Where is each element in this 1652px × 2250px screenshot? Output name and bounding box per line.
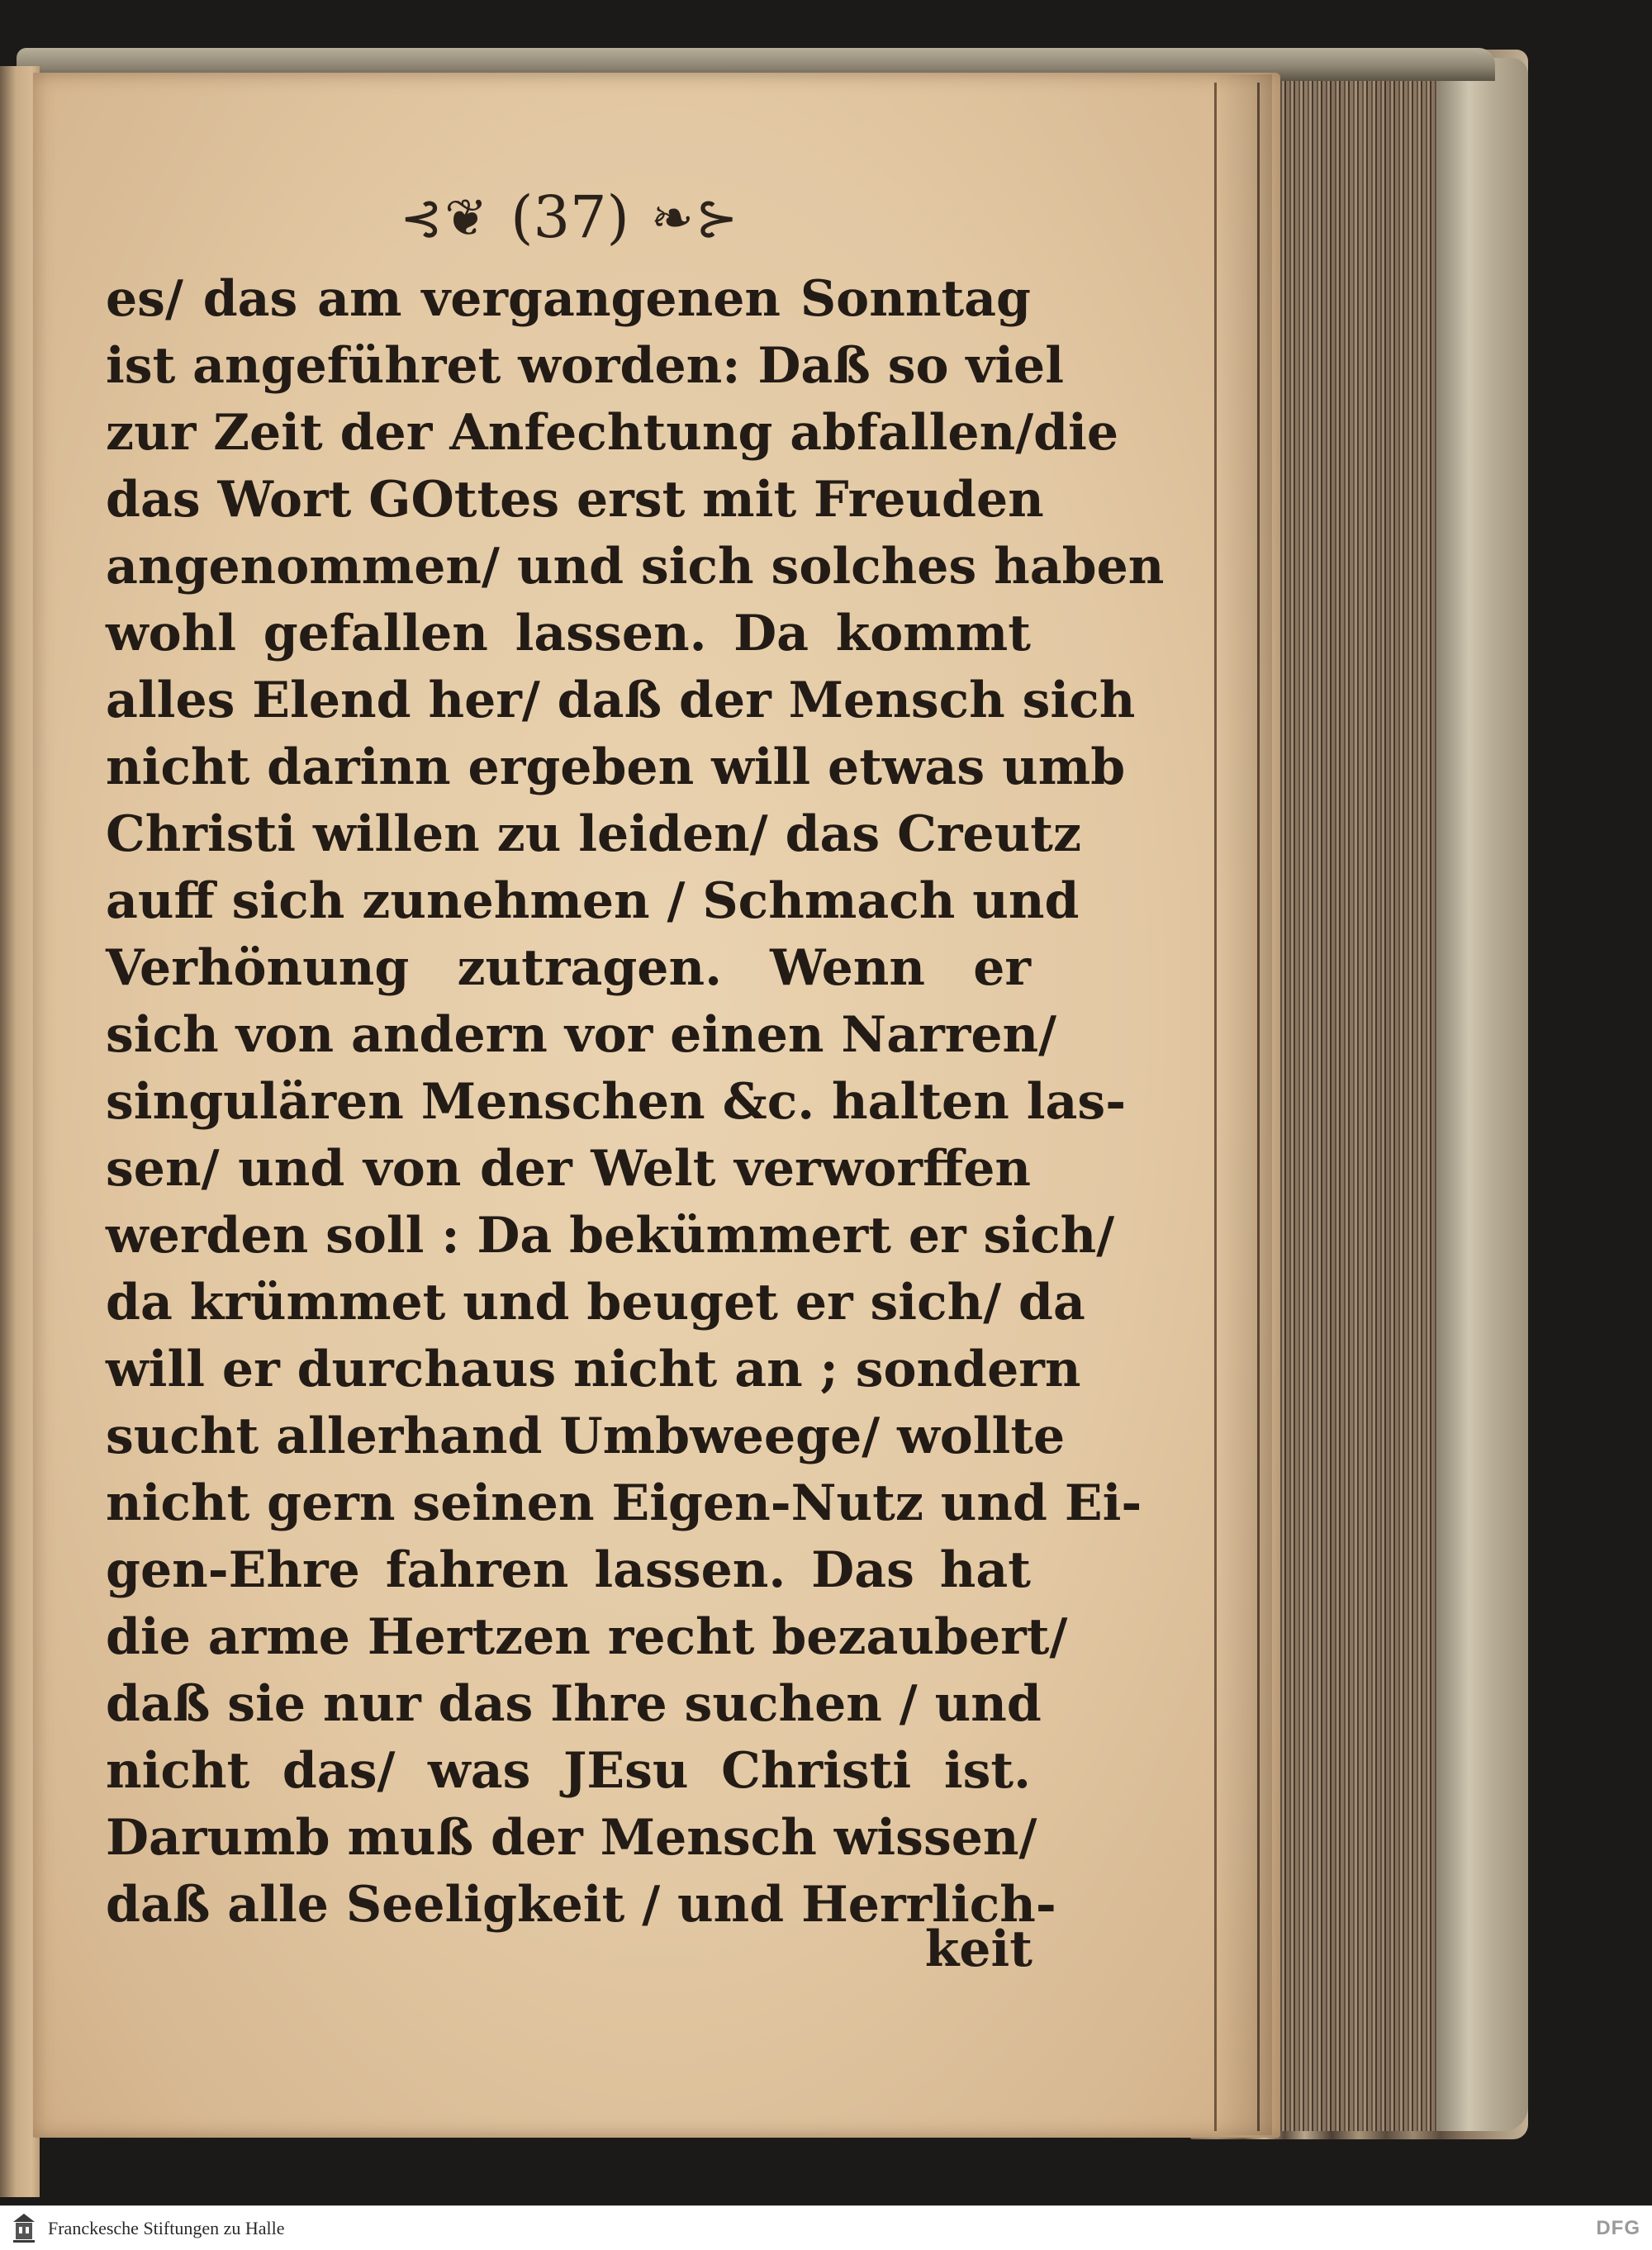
text-line: es/ das am vergangenen Sonntag — [106, 270, 1031, 328]
page-gutter-shadow — [1214, 74, 1272, 2135]
text-line: Darumb muß der Mensch wissen/ — [106, 1809, 1037, 1867]
text-line: auff sich zunehmen / Schmach und — [106, 872, 1080, 930]
book-cover-edge — [1437, 58, 1528, 2131]
text-line: daß alle Seeligkeit / und Herrlich- — [106, 1876, 1056, 1934]
text-line: nicht gern seinen Eigen-Nutz und Ei- — [106, 1474, 1142, 1532]
text-line: nicht das/ was JEsu Christi ist. — [106, 1742, 1031, 1800]
page-edge-line — [1257, 83, 1260, 2131]
page-edge-line — [1214, 83, 1217, 2131]
page-header — [107, 172, 1032, 263]
ornament-left: ⊰❦ — [400, 187, 490, 248]
text-line: zur Zeit der Anfechtung abfallen/die — [106, 404, 1119, 462]
text-line: sucht allerhand Umbweege/ wollte — [106, 1407, 1066, 1465]
text-line: will er durchaus nicht an ; sondern — [106, 1341, 1081, 1398]
text-line: daß sie nur das Ihre suchen / und — [106, 1675, 1042, 1733]
text-line: sich von andern vor einen Narren/ — [106, 1006, 1057, 1064]
text-line: alles Elend her/ daß der Mensch sich — [106, 672, 1136, 729]
page-number: (37) — [510, 183, 629, 251]
footer-bar — [0, 2205, 1652, 2250]
text-line: das Wort GOttes erst mit Freuden — [106, 471, 1044, 529]
text-line: sen/ und von der Welt verworffen — [106, 1140, 1031, 1198]
text-line: singulären Menschen &c. halten las- — [106, 1073, 1127, 1131]
footer-left — [0, 2206, 285, 2250]
text-line: werden soll : Da bekümmert er sich/ — [106, 1207, 1115, 1265]
ornament-right: ❧⊱ — [650, 187, 740, 248]
text-line: nicht darinn ergeben will etwas umb — [106, 738, 1126, 796]
text-line: angenommen/ und sich solches haben — [106, 538, 1165, 596]
catchword: keit — [924, 1920, 1032, 1978]
text-line: wohl gefallen lassen. Da kommt — [106, 605, 1031, 662]
text-line: Verhönung zutragen. Wenn er — [106, 939, 1031, 997]
building-icon — [8, 2210, 40, 2247]
dfg-logo: DFG — [1596, 2216, 1640, 2239]
text-line: die arme Hertzen recht bezaubert/ — [106, 1608, 1068, 1666]
page-text — [106, 266, 1165, 1939]
text-line: da krümmet und beuget er sich/ da — [106, 1274, 1085, 1331]
text-line: Christi willen zu leiden/ das Creutz — [106, 805, 1082, 863]
text-line: ist angeführet worden: Daß so viel — [106, 337, 1065, 395]
institution-name: Franckesche Stiftungen zu Halle — [48, 2217, 285, 2238]
text-line: gen-Ehre fahren lassen. Das hat — [106, 1541, 1031, 1599]
